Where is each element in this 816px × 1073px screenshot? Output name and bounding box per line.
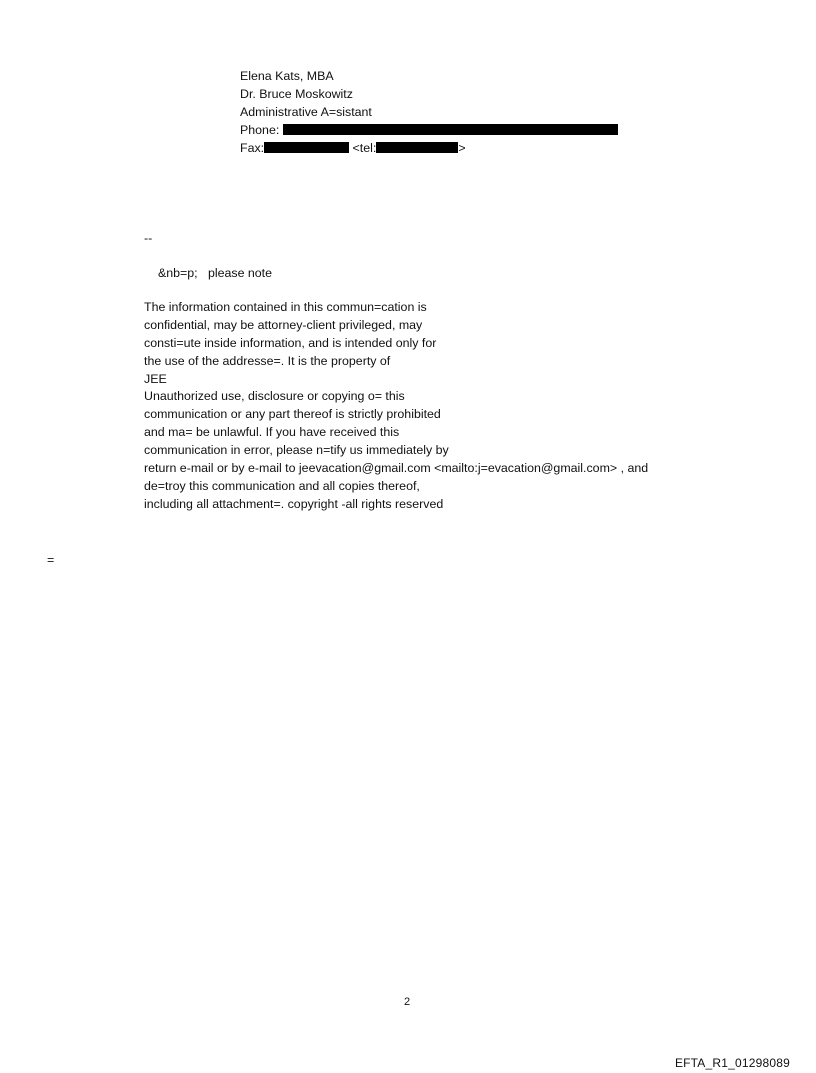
- disclaimer-line: The information contained in this commun=cation is: [144, 300, 427, 314]
- signature-name: Elena Kats, MBA: [240, 69, 334, 83]
- signature-separator: --: [144, 231, 153, 245]
- signature-phone: [240, 121, 618, 139]
- phone-redaction: [283, 124, 618, 135]
- disclaimer-line: including all attachment=. copyright -all rights reserved: [144, 496, 444, 511]
- confidentiality-disclaimer: [144, 299, 648, 514]
- fax-tel-close: >: [458, 141, 466, 155]
- disclaimer-line: JEE: [144, 371, 167, 386]
- fax-tel-open: <tel:: [349, 141, 377, 155]
- disclaimer-line: confidential, may be attorney-client privileged, may: [144, 317, 423, 332]
- disclaimer-line: communication or any part thereof is strictly prohibited: [144, 407, 441, 422]
- document-id: EFTA_R1_01298089: [674, 1056, 790, 1070]
- disclaimer-line: consti=ute inside information, and is intended only for: [144, 335, 437, 350]
- disclaimer-line: return e-mail or by e-mail to jeevacation@gmail.com <mailto:j=evacation@gmail.com> , and: [144, 461, 649, 476]
- fax-label: Fax:: [240, 141, 265, 155]
- disclaimer-line: de=troy this communication and all copies thereof,: [144, 478, 420, 493]
- phone-label: Phone:: [240, 123, 283, 137]
- signature-fax: [240, 139, 618, 157]
- signature-employer: Dr. Bruce Moskowitz: [240, 87, 353, 101]
- disclaimer-line: the use of the addresse=. It is the property of: [144, 353, 391, 368]
- fax-redaction: [264, 142, 349, 153]
- fax-tel-redaction: [376, 142, 458, 153]
- signature-role: Administrative A=sistant: [240, 105, 372, 119]
- disclaimer-line: communication in error, please n=tify us immediately by: [144, 443, 449, 458]
- email-signature: [240, 67, 618, 157]
- trailing-equals-mark: =: [47, 553, 55, 567]
- disclaimer-line: and ma= be unlawful. If you have received this: [144, 425, 400, 440]
- page-number: 2: [404, 996, 411, 1008]
- disclaimer-line: Unauthorized use, disclosure or copying o= this: [144, 389, 405, 404]
- note-heading: &nb=p; please note: [158, 266, 273, 280]
